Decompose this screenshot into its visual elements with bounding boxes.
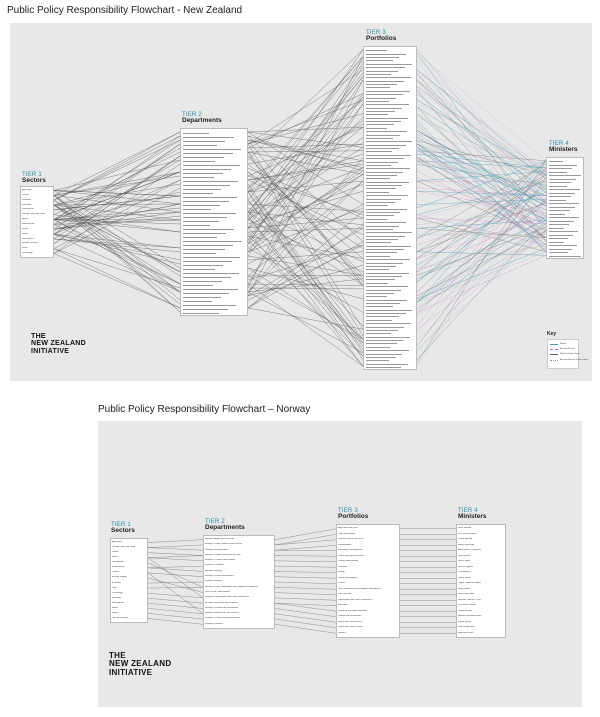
list-item: Jonas Gahr Støre (458, 593, 475, 595)
list-item: Ministry of Children and Families (205, 559, 236, 562)
connection-line (148, 582, 203, 583)
list-item: Climate and Environment (338, 615, 362, 617)
key-minister-outside-cabinet: Minister Outside Cabinet (560, 353, 580, 355)
connection-line (54, 190, 180, 196)
connection-line (417, 199, 546, 302)
list-item: Emilie Enger Mehl (458, 626, 475, 628)
connection-line (275, 582, 336, 584)
connection-line (148, 587, 203, 588)
connection-line (148, 593, 203, 598)
nz-tier1-name: Sectors (22, 177, 46, 184)
nz-tier3-name: Portfolios (366, 35, 397, 42)
list-item: Foreign Affairs (338, 543, 352, 546)
list-item: Labour (112, 551, 119, 554)
connection-line (417, 181, 546, 182)
list-item: Ministry of Agriculture and Food (205, 538, 235, 540)
connection-line (54, 234, 180, 292)
list-item: Ministry of Digitalisation and Public Governance (205, 596, 250, 599)
list-item: Research and Higher Education (338, 609, 368, 612)
list-item: Transport (338, 565, 347, 568)
connection-line (417, 80, 546, 189)
connection-line (248, 77, 363, 220)
connection-line (417, 227, 546, 302)
list-item: Cecilie Myrseth (458, 538, 473, 540)
connection-line (248, 212, 363, 326)
list-item: Geir Pollestad (458, 527, 472, 529)
no-tier2-label: TIER 2 (205, 519, 225, 525)
list-item: National Security (112, 616, 128, 619)
connection-line (248, 308, 363, 329)
nz-initiative-logo (31, 333, 86, 355)
list-item: Lubna Jaffery (458, 576, 471, 579)
connection-line (248, 225, 363, 308)
nz-tier1-label: TIER 1 (22, 172, 42, 178)
list-item: Ministry of Health and Care Services (205, 612, 239, 615)
connection-line (248, 63, 363, 228)
no-tier3-heading (338, 508, 368, 520)
list-item: Anne Beathe Tvinnereim (458, 549, 481, 551)
no-tier2-heading (205, 519, 245, 531)
list-item: Jon-Ivar Nygård (458, 565, 473, 568)
connection-line (275, 577, 336, 579)
connection-line (417, 231, 546, 316)
logo-line2: NEW ZEALAND (109, 659, 172, 669)
list-item: Terje Aasland (458, 571, 471, 573)
list-item: Environment (112, 601, 124, 604)
connection-line (275, 529, 336, 540)
list-item: Social (112, 556, 118, 559)
nz-tier1-heading (22, 172, 46, 184)
nz-tier2-heading (182, 112, 222, 124)
connection-line (148, 558, 203, 561)
list-item: Agriculture (22, 189, 32, 191)
list-item: Ministry of Justice and Public Security (205, 617, 240, 620)
list-item: Environment (22, 208, 34, 211)
list-item: Erling Sande (458, 587, 470, 590)
list-item: Defence (338, 631, 346, 634)
connection-line (148, 578, 203, 593)
logo-line1: THE (31, 333, 46, 340)
key-associate-minister: Associate Minister (560, 348, 575, 350)
connection-line (248, 211, 363, 308)
list-item: Karianne Oldernes Tung (458, 598, 481, 601)
connection-line (417, 87, 546, 179)
nz-flowchart-panel (10, 23, 592, 381)
connection-line (417, 120, 546, 251)
connection-line (248, 200, 363, 343)
list-item: Ministry of Local Government and Regional Development (205, 585, 258, 588)
no-ministers-column (456, 524, 506, 638)
connection-line (275, 566, 336, 567)
nz-tier4-label: TIER 4 (549, 141, 569, 147)
list-item: Infrastructure (112, 566, 125, 569)
no-portfolios-column (336, 524, 400, 638)
logo-line2: NEW ZEALAND (31, 340, 87, 348)
connection-line (148, 608, 203, 613)
list-item: Ministry of Energy (205, 569, 222, 572)
list-item: Ministry of Finance (205, 580, 223, 583)
nz-key-box (547, 339, 588, 369)
nz-tier3-label: TIER 3 (366, 30, 386, 36)
list-item: Education (112, 596, 122, 599)
connection-line (248, 268, 363, 343)
connection-line (148, 618, 203, 624)
nz-tier4-heading (549, 141, 578, 153)
list-item: Agriculture (112, 541, 122, 543)
list-item: Technology (22, 252, 33, 255)
list-item: Justice (22, 227, 29, 230)
list-item: Health (22, 218, 29, 221)
list-item: Agriculture and Food (338, 527, 358, 529)
connection-line (417, 231, 546, 340)
list-item: Digitalisation and Public Governance (338, 598, 372, 601)
no-sectors-column (110, 538, 148, 623)
connection-line (54, 205, 180, 284)
connection-line (248, 164, 363, 259)
connection-line (148, 598, 203, 603)
nz-sectors-column (20, 186, 54, 258)
list-item: Local Government and Regional Development (338, 587, 381, 590)
list-item: Ministry of Trade, Industry and Fisheries (205, 543, 242, 546)
no-tier2-name: Departments (205, 524, 245, 531)
list-item: Labour and Social Inclusion (338, 554, 364, 557)
nz-ministers-column (546, 157, 584, 259)
connection-line (248, 284, 363, 366)
list-item: Finance (338, 582, 346, 584)
connection-line (275, 598, 336, 600)
no-flowchart-panel (98, 421, 582, 707)
connection-line (417, 114, 546, 193)
list-item: Ministry of Transport (205, 564, 224, 567)
no-tier3-label: TIER 3 (338, 508, 358, 514)
connection-line (248, 161, 363, 180)
connection-line (275, 624, 336, 633)
nz-tier3-heading (366, 30, 396, 42)
connection-line (417, 245, 546, 269)
connection-line (248, 154, 363, 192)
list-item: Culture (112, 571, 119, 574)
list-item: Construction (112, 561, 124, 564)
connection-line (54, 136, 180, 224)
connection-line (248, 144, 363, 148)
list-item: Oddmund Hoel (458, 609, 472, 612)
list-item: Economic (112, 581, 122, 584)
connection-line (275, 593, 336, 595)
list-item: Children and Families (338, 560, 359, 562)
connection-line (248, 114, 363, 144)
connection-line (417, 255, 546, 312)
list-item: Ministry of Climate and Environment (205, 606, 239, 609)
logo-line3: INITIATIVE (31, 347, 70, 355)
connection-line (417, 220, 546, 278)
connection-line (275, 556, 336, 557)
connection-line (417, 100, 546, 175)
no-title: Public Policy Responsibility Flowchart – Norway (98, 404, 311, 415)
connection-line (275, 534, 336, 545)
nz-tier4-name: Ministers (549, 146, 578, 153)
connection-line (275, 550, 336, 551)
connection-line (417, 50, 546, 203)
connection-line (54, 136, 180, 200)
list-item: Tonje Brenna (458, 554, 471, 557)
list-item: Justice (112, 611, 119, 614)
list-item: Education (338, 604, 348, 606)
connection-line (275, 608, 336, 616)
no-tier1-label: TIER 1 (111, 522, 131, 528)
connection-line (248, 208, 363, 262)
connection-line (248, 127, 363, 176)
no-tier4-name: Ministers (458, 513, 487, 520)
list-item: Andreas Bjelland Eriksen (458, 615, 482, 617)
list-item: Espen Barth Eide (458, 543, 475, 546)
nz-portfolios-column (363, 46, 417, 370)
connection-line (148, 540, 203, 543)
connection-line (275, 571, 336, 572)
list-item: Infrastructure (22, 223, 35, 225)
connection-line (248, 97, 363, 216)
no-tier1-name: Sectors (111, 527, 135, 534)
connection-line (417, 224, 546, 309)
list-item: Culture and Equality (338, 576, 357, 579)
connection-line (148, 573, 203, 577)
connection-line (54, 132, 180, 200)
nz-tier2-name: Departments (182, 117, 222, 124)
connection-line (148, 568, 203, 572)
connection-line (275, 545, 336, 550)
list-item: Justice and Public Security (338, 626, 363, 628)
list-item: Foreign Policy and Trade (22, 213, 46, 216)
key-minister: Minister (560, 343, 567, 345)
list-item: Fisheries and Ocean Policy (338, 538, 364, 540)
list-item: Ministry of Culture and Equality (205, 575, 234, 578)
list-item: Economic (22, 198, 32, 201)
connection-line (54, 152, 180, 215)
list-item: Ministry of Labour and Social Inclusion (205, 553, 241, 556)
connection-line (148, 556, 203, 558)
list-item: Trade and Industry (338, 532, 356, 535)
list-item: Foreign Policy and Trade (112, 546, 136, 549)
connection-line (275, 614, 336, 622)
no-tier1-heading (111, 522, 135, 534)
nz-key-title: Key (547, 331, 557, 337)
connection-line (417, 231, 546, 350)
list-item: Kari Nessa Nordtun (458, 604, 477, 606)
list-item: Kjersti Toppe (458, 560, 470, 562)
list-item: National Security (22, 242, 38, 245)
connection-line (417, 181, 546, 238)
connection-line (417, 171, 546, 366)
nz-departments-column (180, 128, 248, 316)
connection-line (417, 60, 546, 241)
list-item: Social (22, 247, 28, 250)
connection-line (148, 545, 203, 548)
list-item: Culture (22, 193, 29, 196)
connection-line (248, 144, 363, 164)
nz-tier2-label: TIER 2 (182, 112, 202, 118)
connection-line (54, 254, 180, 308)
list-item: Labour (22, 232, 29, 235)
list-item: Ministry of Defence (205, 622, 223, 625)
connection-line (54, 204, 180, 205)
list-item: Health (112, 606, 119, 609)
nz-title: Public Policy Responsibility Flowchart - New Zealand (7, 5, 243, 16)
connection-line (148, 613, 203, 619)
list-item: Ministry of Foreign Affairs (205, 548, 229, 551)
connection-line (148, 558, 203, 598)
list-item: Energy (338, 571, 345, 573)
list-item: Office of the Prime Minister (205, 590, 231, 593)
connection-line (417, 231, 546, 330)
nz-connection-lines (10, 23, 592, 381)
connection-line (248, 228, 363, 339)
connection-line (417, 185, 546, 282)
list-item: Ingvild Kjerkol (458, 620, 471, 623)
no-departments-column (203, 535, 275, 629)
connection-line (148, 553, 203, 556)
list-item: Prime Minister (338, 593, 352, 595)
connection-line (148, 548, 203, 551)
connection-line (417, 80, 546, 227)
nz-key (547, 331, 588, 361)
list-item: Ministry of Education and Research (205, 601, 238, 604)
list-item: Ministry Support (112, 576, 128, 579)
connection-line (54, 212, 180, 220)
connection-line (54, 249, 180, 308)
connection-line (248, 288, 363, 289)
connection-line (275, 619, 336, 628)
connection-line (417, 199, 546, 353)
no-tier4-label: TIER 4 (458, 508, 478, 514)
connection-line (248, 151, 363, 152)
list-item: Technology (112, 591, 123, 594)
list-item: Bjørn Arild Gram (458, 631, 474, 634)
logo-line3: INITIATIVE (109, 667, 153, 677)
connection-line (275, 540, 336, 545)
connection-line (248, 127, 363, 132)
connection-line (248, 232, 363, 366)
connection-line (275, 561, 336, 562)
connection-line (54, 220, 180, 232)
connection-line (417, 53, 546, 161)
connection-line (248, 60, 363, 200)
connection-line (54, 224, 180, 284)
list-item: Trygve Slagsvold Vedum (458, 582, 481, 584)
list-item: Health and Care Services (338, 620, 362, 623)
logo-line1: THE (109, 651, 126, 660)
connection-line (417, 107, 546, 241)
connection-line (248, 220, 363, 272)
key-associate-outside-cabinet: Associate Minister Outside Cabinet (560, 359, 588, 361)
list-item: Education (22, 203, 32, 206)
connection-line (54, 220, 180, 292)
connection-line (54, 195, 180, 312)
connection-line (417, 141, 546, 175)
list-item: Jan Christian Vestre (458, 532, 477, 535)
connection-line (417, 178, 546, 346)
connection-line (417, 171, 546, 181)
no-tier3-name: Portfolios (338, 513, 369, 520)
connection-line (248, 174, 363, 252)
list-item: Maori Affairs (22, 237, 34, 240)
no-tier4-heading (458, 508, 487, 520)
no-initiative-logo (109, 652, 171, 677)
connection-line (54, 239, 180, 248)
connection-line (54, 180, 180, 234)
connection-line (275, 587, 336, 589)
list-item: Sami (112, 586, 117, 589)
list-item: International Development (338, 549, 363, 551)
connection-line (148, 573, 203, 614)
